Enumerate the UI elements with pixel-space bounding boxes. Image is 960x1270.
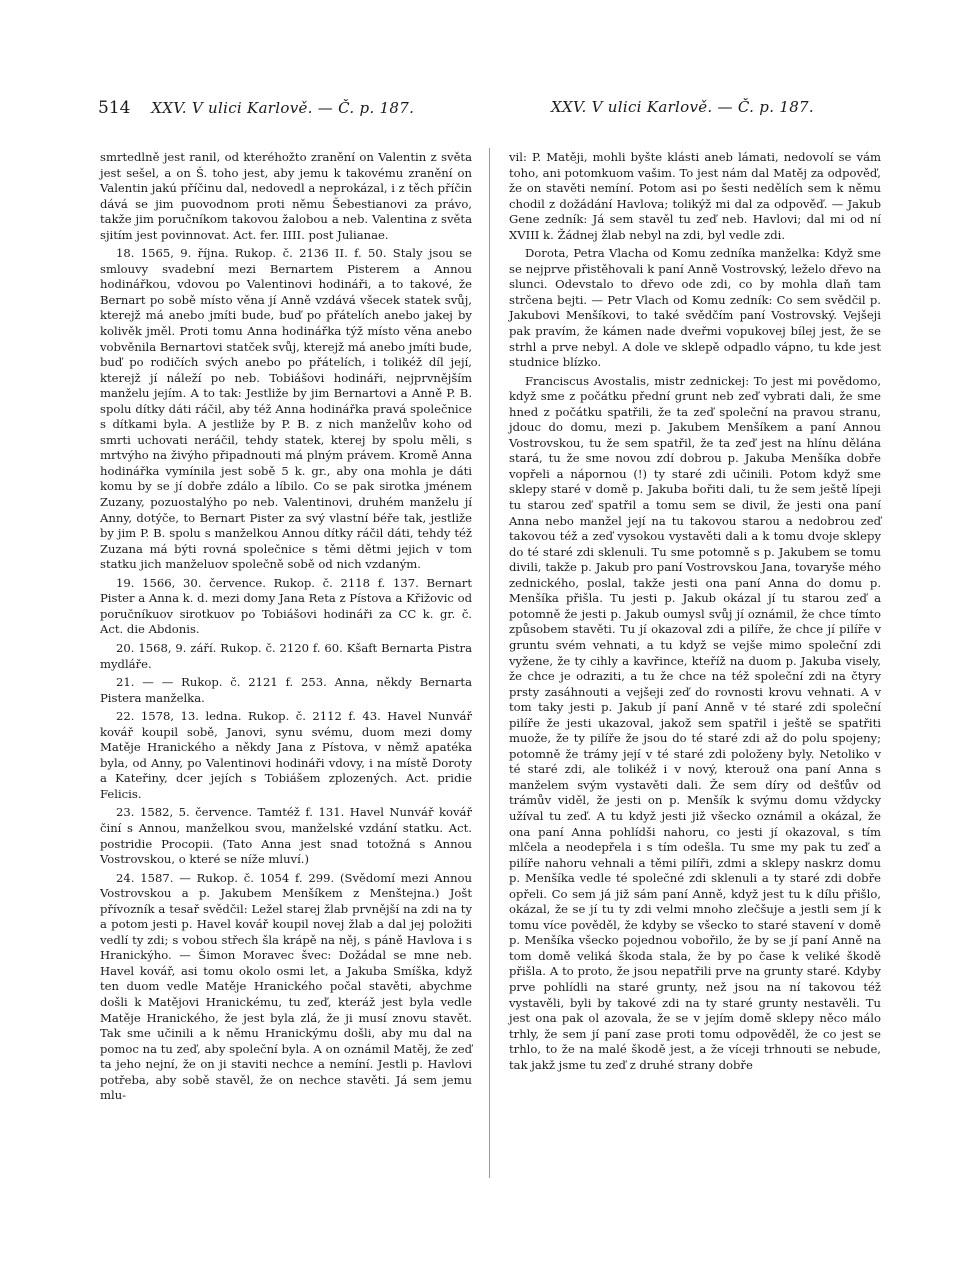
- page-number: 514: [98, 98, 131, 118]
- left-page-header: [98, 98, 414, 122]
- entry-20: 20. 1568, 9. září. Rukop. č. 2120 f. 60. Kšaft Bernarta Pistra mydláře.: [100, 640, 472, 671]
- right-page-header: [551, 98, 814, 122]
- left-running-title: XXV. V ulici Karlově. — Č. p. 187.: [151, 99, 415, 117]
- entry-21: 21. — — Rukop. č. 2121 f. 253. Anna, někdy Bernarta Pistera manželka.: [100, 675, 472, 705]
- paragraph-continued: vil: P. Matěji, mohli byšte klásti aneb lámati, nedovolí se vám toho, ani potomkuom vašim. To jest nám dal Matěj za odpověď, že on stavěti nemíní. Potom asi po šesti nedělích sem k němu chodil z dožádání Havlova; tolikýž mi dal za odpověď. — Jakub Gene zedník: Já sem stavěl tu zeď neb. Havlovi; dal mi od ní XVIII k. Žádnej žlab nebyl na zdi, byl vedle zdi.: [509, 150, 881, 242]
- right-running-title: XXV. V ulici Karlově. — Č. p. 187.: [551, 98, 814, 116]
- entry-18: 18. 1565, 9. října. Rukop. č. 2136 II. f. 50. Staly jsou se smlouvy svadební mezi Bernartem Pisterem a Annou hodinářkou, vdovou po Valentinovi hodináři, a to takové, že Bernart po sobě místo věna jí Anně vzdává všecek statek svůj, kterejž má anebo jmíti bude, buď po přátelích anebo jakej by kolivěk jměl. Proti tomu Anna hodinářka týž místo věna anebo vobvěnila Bernartovi statček svůj, kterejž má anebo jmíti bude, buď po rodičích svých anebo po přátelích, i tolikéž díl její, kterejž jí náleží po neb. Tobiášovi hodináři, nejprvnějším manželu jejím. A to tak: Jestliže by jim Bernartovi a Anně P. B. spolu dítky dáti ráčil, aby též Anna hodinářka pravá společnice s dítkami byla. A jestliže by P. B. z nich manželův koho od smrti uchovati neráčil, tehdy statek, kterej by spolu měli, s mrtvýho na živýho připadnouti má plným právem. Kromě Anna hodinářka vymínila jest sobě 5 k. gr., aby ona mohla je dáti komu by se jí dobře zdálo a líbilo. Co se pak sirotka jménem Zuzany, pozuostalýho po neb. Valentinovi, druhém manželu jí Anny, dotýče, to Bernart Pister za svý vlastní béře tak, jestliže by jim P. B. spolu s manželkou Annou dítky ráčil dáti, tehdy též Zuzana má býti rovná společnice s těmi dětmi jejich v tom statku jich manželuov společně sobě od nich vzdaným.: [100, 246, 472, 572]
- testimony-avostalis: Franciscus Avostalis, mistr zednickej: To jest mi povědomo, když sme z počátku přední grunt neb zeď vybrati dali, že sme hned z počátku spatřili, že ta zeď společní na pravou stranu, jdouc do domu, mezi p. Jakubem Menšíkem a paní Annou Vostrovskou, tu že sem spatřil, že ta zeď jest na hlínu dělána stará, tu že sme novou zdí dobrou p. Jakuba Menšíka dobře vopřeli a nápornou (!) ty staré zdi učinili. Potom když sme sklepy staré v domě p. Jakuba bořiti dali, tu že sem ještě lípeji tu starou zeď spatřil a tomu sem se divil, že jesti ona paní Anna nebo manžel její na tu takovou starou a nedobrou zeď takovou též a zeď vysokou vystavěti dali a k tomu dvoje sklepy do té staré zdi sklenuli. Tu sme potomně s p. Jakubem se tomu divili, takže p. Jakub pro paní Vostrovskou Jana, tovaryše mého zednického, poslal, takže jesti ona paní Anna do domu p. Menšíka přišla. Tu jesti p. Jakub okázal jí tu starou zeď a potomně že jesti p. Jakub oumysl svůj jí oznámil, že chce tímto způsobem stavěti. Tu jí okazoval zdi a pilíře, že chce jí pilíře v gruntu svém vehnati, a tu když se vejše mimo společní zdi vyžene, že ty cihly a kavřince, kteříž na duom p. Jakuba visely, že chce je odraziti, a tu že chce na též společní zdi na čtyry prsty zasáhnouti a vejšeji zeď do rovnosti krovu vehnati. A v tom taky jesti p. Jakub jí paní Anně v té staré zdi společní pilíře že jesti ukazoval, jakož sem spatřil i ještě se spatřiti muože, že ty pilíře že jsou do té staré zdi až do polu spojeny; potomně že trámy její v té staré zdi položeny byly. Netoliko v té staré zdi, ale tolikéž i v nový, kterouž ona paní Anna s manželem svým vystavěti dali. Že sem díry od dešťův od trámův viděl, že jesti on p. Menšík k svýmu domu vždycky užíval tu zeď. A tu když jesti již všecko oznámil a okázal, že ona paní Anna pohlídši nahoru, co jesti jí okazoval, s tím mlčela a neodepřela i s tím odešla. Tu sme my pak tu zeď a pilíře nahoru vehnali a těmi pilíři, zdmi a sklepy naskrz domu p. Menšíka vedle té společné zdi sklenuli a ty staré zdi dobře opřeli. Co sem já již sám paní Anně, když jest tu k dílu přišlo, okázal, že se jí tu ty zdi velmi mnoho zlečšuje a jestli sem jí k tomu více pověděl, že kdyby se všecko to staré stavení v domě p. Menšíka všecko pojednou vobořilo, že by se jí paní Anně na tom domě veliká škoda stala, že by po čase k veliké škodě přišla. A to proto, že jsou nepatřili prve na grunty staré. Kdyby prve pohlídli na staré grunty, než jsou na ní takovou též vystavěli, byli by takové zdi na ty staré grunty nestavěli. Tu jest ona pak ol azovala, že se v jejím domě sklepy něco málo trhly, že sem jí paní zase proti tomu odpověděl, že co jest se trhlo, to že na malé škodě jest, a že víceji trhnouti se nebude, tak jakž jsme tu zeď z druhé strany dobře: [509, 373, 881, 1072]
- column-divider: [489, 148, 490, 1178]
- entry-24: 24. 1587. — Rukop. č. 1054 f. 299. (Svědomí mezi Annou Vostrovskou a p. Jakubem Menšíkem z Menštejna.) Jošt přívozník a tesař svědčil: Ležel starej žlab prvnější na zdi na ty a potom jesti p. Havel kovář koupil novej žlab a dal jej položiti vedlí ty zdi; s vobou střech šla krápě na něj, s páně Havlova i s Hranickýho. — Šimon Moravec švec: Dožádal se mne neb. Havel kovář, asi tomu okolo osmi let, a Jakuba Smíška, když ten duom vedle Matěje Hranického počal stavěti, abychme došli k Matějovi Hranickému, tu zeď, kteráž jest byla vedle Matěje Hranického, že jest byla zlá, že ji musí znovu stavět. Tak sme učinili a k němu Hranickýmu došli, aby mu dal na pomoc na tu zeď, aby společní byla. A on oznámil Matěj, že zeď ta jeho nejní, že on ji staviti nechce a nemíní. Jestli p. Havlovi potřeba, aby sobě stavěl, že on nechce stavěti. Já sem jemu mlu-: [100, 870, 472, 1103]
- entry-19: 19. 1566, 30. července. Rukop. č. 2118 f. 137. Bernart Pister a Anna k. d. mezi domy Jana Reta z Pístova a Křižovic od poručníkuov sirotkuov po Tobiášovi hodináři za CC k. gr. č. Act. die Abdonis.: [100, 575, 472, 637]
- entry-22: 22. 1578, 13. ledna. Rukop. č. 2112 f. 43. Havel Nunvář kovář koupil sobě, Janovi, synu svému, duom mezi domy Matěje Hranického a někdy Jana z Pístova, v němž apatéka byla, od Anny, po Valentinovi hodináři vdovy, i na místě Doroty a Kateřiny, dcer jejích s Tobiášem zplozených. Act. pridie Felicis.: [100, 709, 472, 801]
- left-text-column: [100, 150, 472, 1104]
- entry-23: 23. 1582, 5. července. Tamtéž f. 131. Havel Nunvář kovář činí s Annou, manželkou svou, manželské vzdání statku. Act. postridie Procopii. (Tato Anna jest snad totožná s Annou Vostrovskou, o které se níže mluví.): [100, 805, 472, 867]
- paragraph-continued: smrtedlně jest ranil, od kteréhožto zranění on Valentin z světa jest sešel, a on Š. toho jest, aby jemu k takovému zranění on Valentin jakú příčinu dal, nedovedl a neprokázal, i z těch příčin dává se jim puovodnom proti němu Šebestianovi za právo, takže jim poručníkom takovou žalobou a neb. Valentina z světa sjitím jest povinnovat. Act. fer. IIII. post Julianae.: [100, 150, 472, 242]
- testimony-dorota: Dorota, Petra Vlacha od Komu zedníka manželka: Když sme se nejprve přistěhovali k paní Anně Vostrovský, leželo dřevo na slunci. Odevstalo to dřevo ode zdi, co by mohla dlaň tam strčena bejti. — Petr Vlach od Komu zedník: Co sem svědčil p. Jakubovi Menšíkovi, to také svědčím paní Vostrovský. Vejšeji pak pravím, že kámen nade dveřmi vopukovej bílej jest, že se strhl a prve nebyl. A dole ve sklepě odpadlo vápno, tu kde jest studnice blízko.: [509, 246, 881, 370]
- right-text-column: [509, 150, 881, 1073]
